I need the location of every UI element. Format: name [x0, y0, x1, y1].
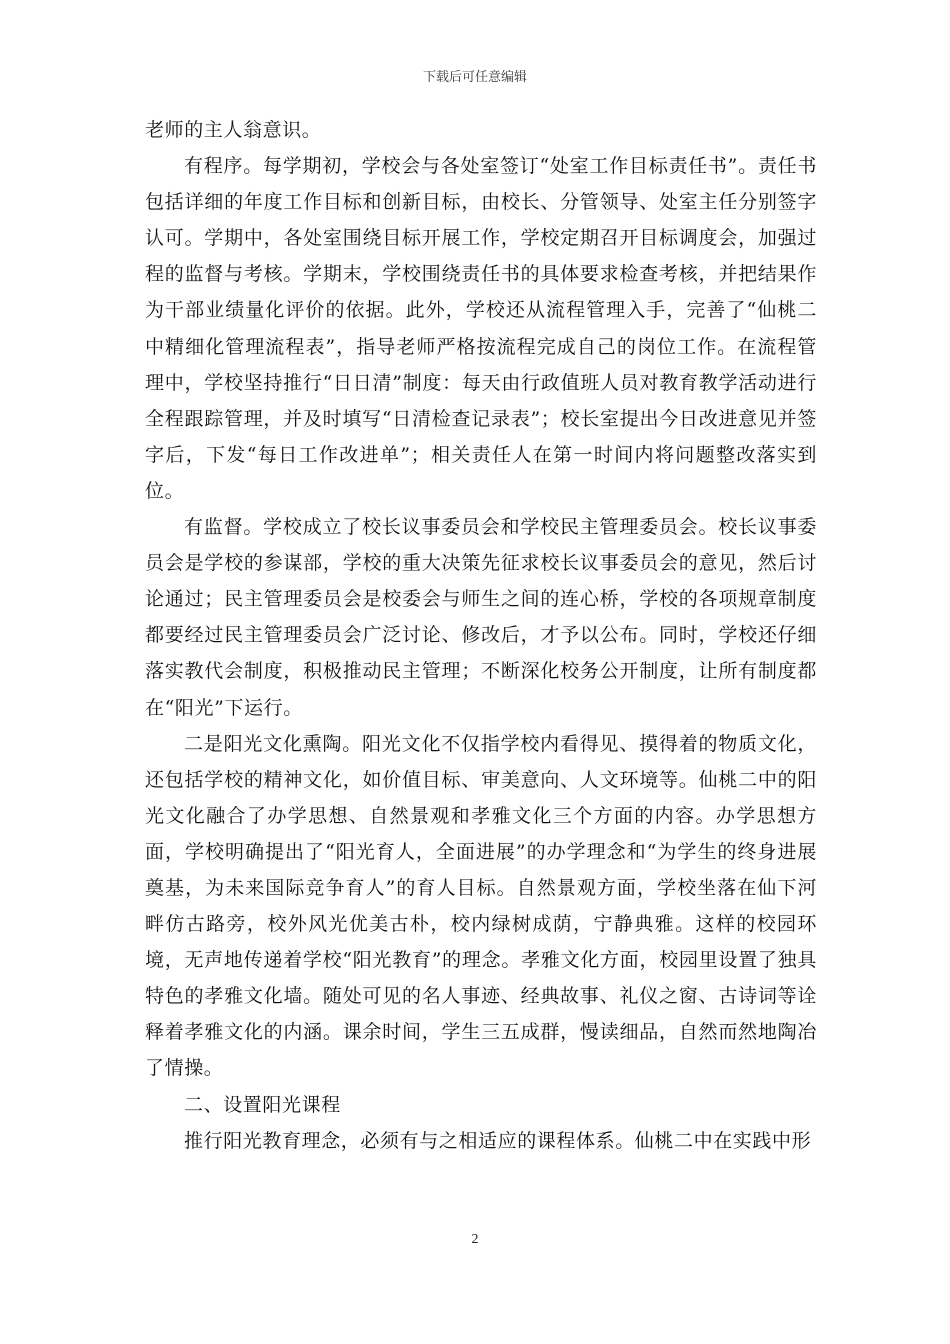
- paragraph-supervision: 有监督。学校成立了校长议事委员会和学校民主管理委员会。校长议事委员会是学校的参谋部，学校的重大决策先征求校长议事委员会的意见，然后讨论通过；民主管理委员会是校委会与师生之间的连心桥，学校的各项规章制度都要经过民主管理委员会广泛讨论、修改后，才予以公布。同时，学校还仔细落实教代会制度，积极推动民主管理；不断深化校务公开制度，让所有制度都在“阳光”下运行。: [145, 516, 817, 719]
- document-body: [145, 112, 817, 1159]
- paragraph-procedure: 有程序。每学期初，学校会与各处室签订“处室工作目标责任书”。责任书包括详细的年度工作目标和创新目标，由校长、分管领导、处室主任分别签字认可。学期中，各处室围绕目标开展工作，学校定期召开目标调度会，加强过程的监督与考核。学期末，学校围绕责任书的具体要求检查考核，并把结果作为干部业绩量化评价的依据。此外，学校还从流程管理入手，完善了“仙桃二中精细化管理流程表”，指导老师严格按流程完成自己的岗位工作。在流程管理中，学校坚持推行“日日清”制度：每天由行政值班人员对教育教学活动进行全程跟踪管理，并及时填写“日清检查记录表”；校长室提出今日改进意见并签字后，下发“每日工作改进单”；相关责任人在第一时间内将问题整改落实到位。: [145, 155, 817, 502]
- paragraph-curriculum: 推行阳光教育理念，必须有与之相适应的课程体系。仙桃二中在实践中形: [184, 1129, 812, 1152]
- paragraph-continuation: 老师的主人翁意识。: [145, 119, 322, 141]
- section-heading: 二、设置阳光课程: [184, 1093, 341, 1116]
- page-header: 下载后可任意编辑: [422, 70, 527, 85]
- paragraph-sunshine-culture: 二是阳光文化熏陶。阳光文化不仅指学校内看得见、摸得着的物质文化，还包括学校的精神文化，如价值目标、审美意向、人文环境等。仙桃二中的阳光文化融合了办学思想、自然景观和孝雅文化三个方面的内容。办学思想方面，学校明确提出了“阳光育人，全面进展”的办学理念和“为学生的终身进展奠基，为未来国际竞争育人”的育人目标。自然景观方面，学校坐落在仙下河畔仿古路旁，校外风光优美古朴，校内绿树成荫，宁静典雅。这样的校园环境，无声地传递着学校“阳光教育”的理念。孝雅文化方面，校园里设置了独具特色的孝雅文化墙。随处可见的名人事迹、经典故事、礼仪之窗、古诗词等诠释着孝雅文化的内涵。课余时间，学生三五成群，慢读细品，自然而然地陶冶了情操。: [145, 732, 817, 1080]
- page-number: 2: [471, 1232, 479, 1247]
